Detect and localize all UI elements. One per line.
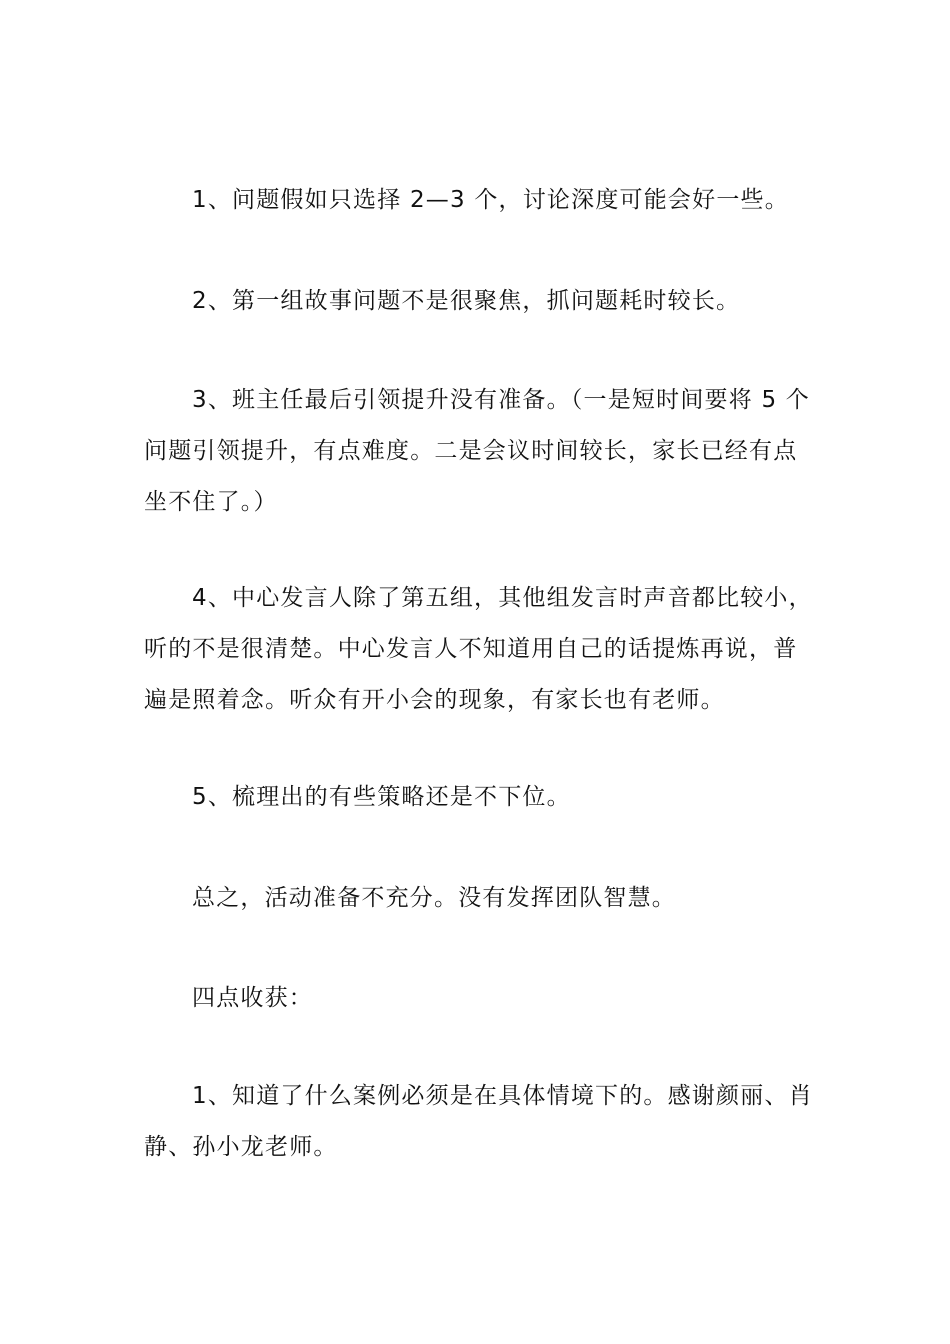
paragraph-item-5: 5、梳理出的有些策略还是不下位。 xyxy=(192,784,571,810)
paragraph-item-4: 4、中心发言人除了第五组，其他组发言时声音都比较小，听的不是很清楚。中心发言人不知道用自己的话提炼再说，普遍是照着念。听众有开小会的现象，有家长也有老师。 xyxy=(144,585,813,713)
paragraph-item-1: 1、问题假如只选择 2—3 个，讨论深度可能会好一些。 xyxy=(192,187,789,213)
section-heading: 四点收获： xyxy=(192,985,313,1011)
paragraph-item-3: 3、班主任最后引领提升没有准备。（一是短时间要将 5 个问题引领提升，有点难度。二是会议时间较长，家长已经有点坐不住了。） xyxy=(144,387,810,515)
paragraph-item-2: 2、第一组故事问题不是很聚焦，抓问题耗时较长。 xyxy=(192,288,741,314)
summary-paragraph: 总之，活动准备不充分。没有发挥团队智慧。 xyxy=(192,885,676,911)
gain-item-1: 1、知道了什么案例必须是在具体情境下的。感谢颜丽、肖静、孙小龙老师。 xyxy=(144,1083,813,1160)
